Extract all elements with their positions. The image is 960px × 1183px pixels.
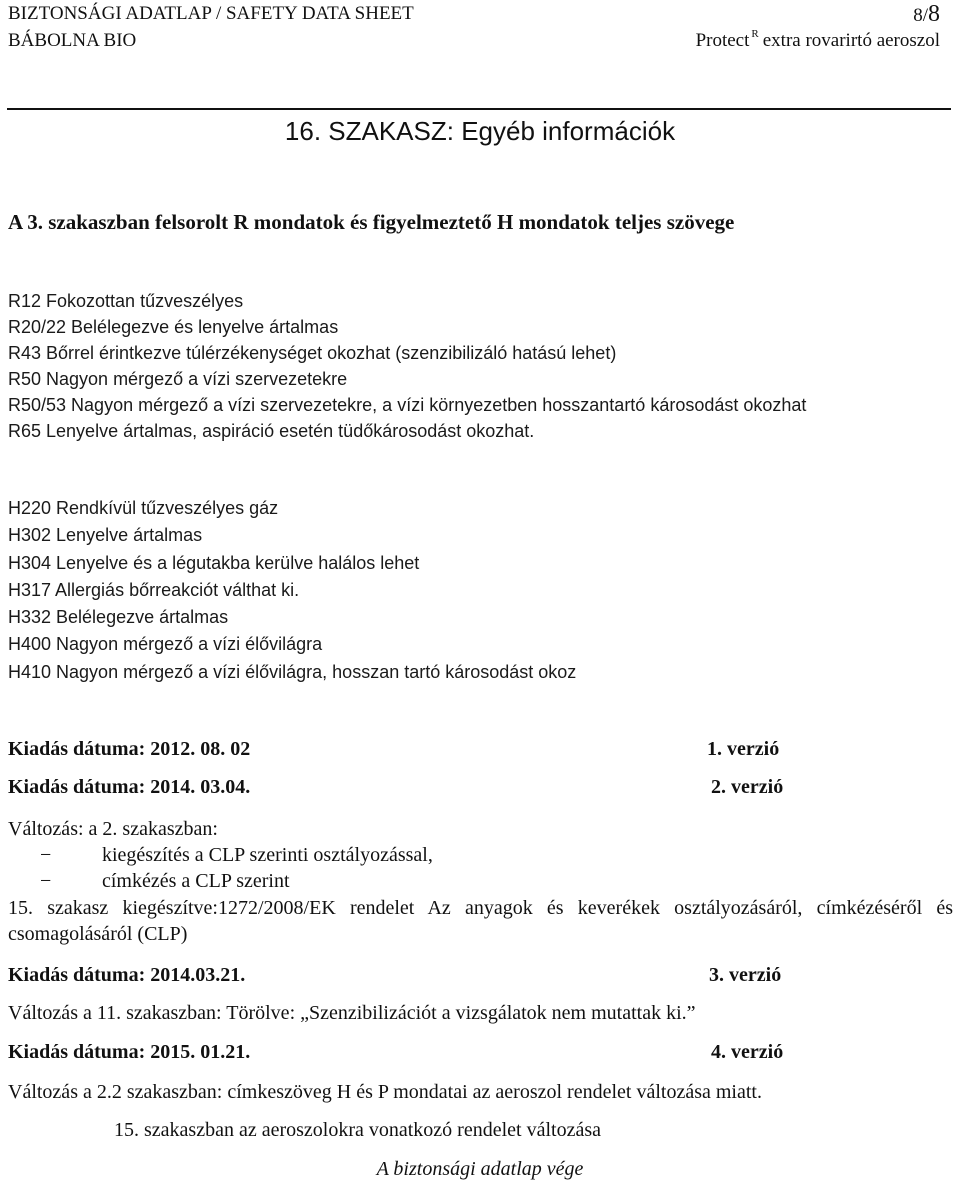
product-brand: Protect: [695, 30, 750, 51]
list-item: R12 Fokozottan tűzveszélyes: [8, 291, 244, 311]
list-item: H304 Lenyelve és a légutakba kerülve halálos lehet: [8, 552, 420, 573]
header-line-2: [8, 29, 940, 55]
revision-3-version: 3. verzió: [709, 964, 782, 986]
list-item: H220 Rendkívül tűzveszélyes gáz: [8, 498, 279, 518]
list-item: R20/22 Belélegezve és lenyelve ártalmas: [8, 317, 339, 337]
revision-4-version: 4. verzió: [711, 1041, 784, 1063]
list-item: H332 Belélegezve ártalmas: [8, 607, 229, 628]
list-item: H410 Nagyon mérgező a vízi élővilágra, hosszan tartó károsodást okoz: [8, 661, 577, 682]
dash-bullet: −: [40, 844, 52, 866]
r-phrases-list: [8, 288, 806, 444]
list-item: H400 Nagyon mérgező a vízi élővilágra: [8, 634, 323, 655]
phrases-heading: A 3. szakaszban felsorolt R mondatok és figyelmeztető H mondatok teljes szövege: [8, 210, 735, 234]
company-name: BÁBOLNA BIO: [8, 30, 137, 51]
list-item: − kiegészítés a CLP szerinti osztályozással,: [40, 844, 433, 866]
header-divider: [7, 108, 951, 110]
revision-4-sub-change: 15. szakaszban az aeroszolokra vonatkozó rendelet változása: [114, 1119, 601, 1141]
revision-1-version: 1. verzió: [707, 738, 780, 760]
page-number: 8/ 8: [913, 1, 940, 27]
section-title: 16. SZAKASZ: Egyéb információk: [284, 116, 676, 146]
revision-4-change: Változás a 2.2 szakaszban: címkeszöveg H és P mondatai az aeroszol rendelet változása miatt.: [8, 1081, 762, 1103]
revision-2-date: Kiadás dátuma: 2014. 03.04.: [8, 776, 251, 798]
registered-mark: R: [751, 28, 759, 40]
revision-2-version: 2. verzió: [711, 776, 784, 798]
list-item: R65 Lenyelve ártalmas, aspiráció esetén tüdőkárosodást okozhat.: [8, 421, 535, 441]
document-end: A biztonsági adatlap vége: [376, 1158, 584, 1180]
list-item: R50 Nagyon mérgező a vízi szervezetekre: [8, 369, 348, 389]
revision-4-date: Kiadás dátuma: 2015. 01.21.: [8, 1041, 251, 1063]
product-description: extra rovarirtó aeroszol: [762, 30, 940, 51]
list-item: H317 Allergiás bőrreakciót válthat ki.: [8, 579, 300, 600]
revision-2-change-intro: Változás: a 2. szakaszban:: [8, 818, 218, 840]
revision-2-note: 15. szakasz kiegészítve:1272/2008/EK rendelet Az anyagok és keverékek osztályozásáról, címkézéséről és csomagolásáról (CLP): [8, 897, 953, 945]
revision-3-change: Változás a 11. szakaszban: Törölve: „Szenzibilizációt a vizsgálatok nem mutattak ki.”: [8, 1002, 696, 1024]
list-item: R50/53 Nagyon mérgező a vízi szervezetekre, a vízi környezetben hosszantartó károsodást okozhat: [8, 395, 807, 415]
list-item: − címkézés a CLP szerint: [40, 870, 290, 892]
list-item: R43 Bőrrel érintkezve túlérzékenységet okozhat (szenzibilizáló hatású lehet): [8, 343, 617, 363]
h-phrases-list: [8, 495, 576, 686]
product-name: [696, 29, 940, 55]
document-title: BIZTONSÁGI ADATLAP / SAFETY DATA SHEET: [8, 3, 414, 24]
list-item: H302 Lenyelve ártalmas: [8, 525, 203, 546]
header-line-1: [8, 2, 940, 28]
revision-1-date: Kiadás dátuma: 2012. 08. 02: [8, 738, 251, 760]
revision-3-date: Kiadás dátuma: 2014.03.21.: [8, 964, 246, 986]
dash-bullet: −: [40, 870, 52, 892]
